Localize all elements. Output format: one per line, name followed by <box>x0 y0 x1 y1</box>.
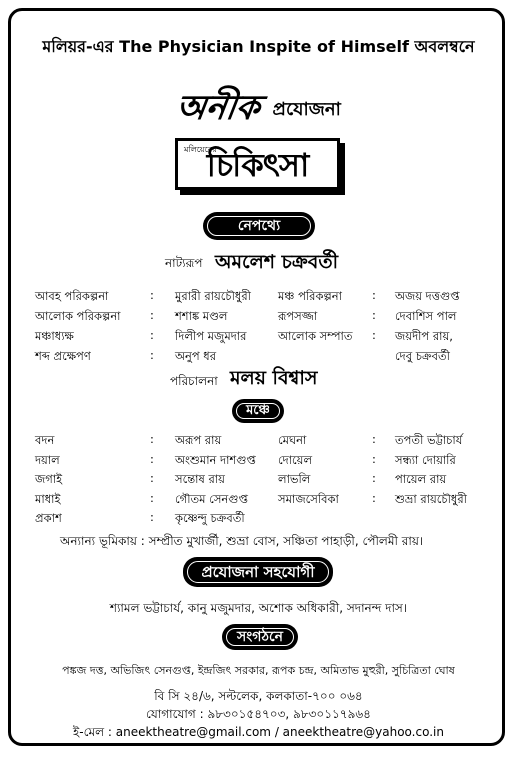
section-organization: সংগঠনে <box>222 624 298 650</box>
cast-right-row-colon: : <box>372 432 376 446</box>
crew-left-row-colon: : <box>150 288 154 302</box>
organization-names: পঙ্কজ দত্ত, অভিজিৎ সেনগুপ্ত, ইন্দ্রজিৎ সরকার, রূপক চন্দ্র, অমিতাভ মুহুরী, সুচিত্রিতা ঘোষ <box>62 664 455 677</box>
co-producer-names: শ্যামল ভট্টাচার্য, কানু মজুমদার, অশোক অধিকারী, সদানন্দ দাস। <box>109 601 408 615</box>
crew-right-row-colon: : <box>372 288 376 302</box>
cast-left-row-colon: : <box>150 510 154 524</box>
email-label: ই-মেল <box>73 725 105 739</box>
section-backstage: নেপথ্যে <box>203 212 315 240</box>
crew-right-row-colon: : <box>372 328 376 342</box>
cast-right-row-colon: : <box>372 490 376 505</box>
title-prefix: মলিয়েরের <box>184 145 217 154</box>
crew-left-row-role: আলোক পরিকল্পনা <box>35 309 121 323</box>
email-value: aneektheatre@gmail.com / aneektheatre@yahoo.co.in <box>115 725 444 739</box>
direction-name: মলয় বিশ্বাস <box>230 367 318 389</box>
cast-left-row-role: দয়াল <box>35 452 60 467</box>
cast-left-row-role: মাধাই <box>35 491 61 506</box>
crew-right-row-name: অজয় দত্তগুপ্ত <box>395 289 460 303</box>
crew-left-row-name: শশাঙ্ক মণ্ডল <box>175 309 228 323</box>
crew-right-row-role: আলোক সম্পাত <box>278 329 353 343</box>
cast-right-row-name: সন্ধ্যা দোয়ারি <box>395 452 456 467</box>
cast-right-row-role: দোয়েল <box>278 452 313 467</box>
crew-left-row-colon: : <box>150 308 154 322</box>
cast-left-row-role: জগাই <box>35 472 63 486</box>
crew-right-row-name: জয়দীপ রায়, <box>395 329 453 343</box>
direction-label: পরিচালনা <box>170 374 218 388</box>
crew-left-row-name: অনুপ ধর <box>175 349 217 363</box>
cast-left-row-name: সন্তোষ রায় <box>175 472 225 486</box>
crew-left-row-role: শব্দ প্রক্ষেপণ <box>35 349 91 363</box>
cast-right-row-name: তপতী ভট্টাচার্য <box>395 433 463 447</box>
crew-right-row-role: রূপসজ্জা <box>278 309 318 323</box>
cast-left-row-role: প্রকাশ <box>35 511 62 525</box>
address: বি সি ২৪/৬, সল্টলেক, কলকাতা-৭০০ ০৬৪ <box>154 689 363 703</box>
crew-left-row-role: আবহ পরিকল্পনা <box>35 289 109 303</box>
other-roles: অন্যান্য ভূমিকায় : সম্প্রীত মুখার্জী, শুভ্রা বোস, সঞ্চিতা পাহাড়ী, পৌলমী রায়। <box>60 534 424 548</box>
cast-right-row-name: পায়েল রায় <box>395 472 447 486</box>
other-roles-label: অন্যান্য ভূমিকায় <box>60 534 137 548</box>
adaptation-name: অমলেশ চক্রবর্তী <box>215 251 339 273</box>
cast-right-row-role: সমাজসেবিকা <box>278 491 339 506</box>
crew-right-row-role: মঞ্চ পরিকল্পনা <box>278 289 342 303</box>
crew-left-row-name: মুরারী রায়চৌধুরী <box>175 289 251 303</box>
contact-label: যোগাযোগ <box>146 707 196 721</box>
cast-left-row-colon: : <box>150 451 154 466</box>
cast-left-row-name: গৌতম সেনগুপ্ত <box>175 491 248 506</box>
crew-right-row-colon: : <box>372 308 376 322</box>
headline: মলিয়র-এর The Physician Inspite of Himself অবলম্বনে <box>42 37 475 56</box>
title-main: চিকিৎসা <box>206 146 309 184</box>
cast-left-row-colon: : <box>150 490 154 505</box>
contact-phones: ৯৮৩০১৫৪৭০৩, ৯৮৩০১১৭৯৬৪ <box>207 707 371 721</box>
cast-left-row-name: কৃষ্ণেন্দু চক্রবর্তী <box>175 511 245 525</box>
crew-left-row-colon: : <box>150 348 154 362</box>
cast-left-row-colon: : <box>150 432 154 446</box>
section-onstage: মঞ্চে <box>232 399 284 423</box>
brand-presents: প্রযোজনা <box>272 99 341 120</box>
adaptation-label: নাট্যরূপ <box>165 256 203 270</box>
crew-left-row-colon: : <box>150 328 154 342</box>
cast-right-row-colon: : <box>372 451 376 466</box>
play-title <box>175 138 340 190</box>
cast-right-row-colon: : <box>372 471 376 485</box>
cast-left-row-role: বদন <box>35 433 55 447</box>
contact: যোগাযোগ : ৯৮৩০১৫৪৭০৩, ৯৮৩০১১৭৯৬৪ <box>146 707 371 721</box>
brand-line <box>0 82 517 139</box>
email: ই-মেল : aneektheatre@gmail.com / aneektheatre@yahoo.co.in <box>73 725 444 739</box>
section-co-producers: প্রযোজনা সহযোগী <box>183 557 333 587</box>
cast-right-row-name: শুভ্রা রায়চৌধুরী <box>395 491 467 506</box>
cast-left-row-name: অংশুমান দাশগুপ্ত <box>175 452 256 467</box>
cast-right-row-role: মেঘনা <box>278 433 307 447</box>
brand-logo: অনীক <box>173 88 263 128</box>
crew-right-row-name: দেবু চক্রবর্তী <box>395 349 450 363</box>
crew-left-row-name: দিলীপ মজুমদার <box>175 329 247 343</box>
cast-left-row-colon: : <box>150 471 154 485</box>
cast-left-row-name: অরূপ রায় <box>175 433 222 447</box>
crew-right-row-name: দেবাশিস পাল <box>395 309 457 323</box>
cast-right-row-role: লাভলি <box>278 472 311 486</box>
other-roles-names: সম্প্রীত মুখার্জী, শুভ্রা বোস, সঞ্চিতা পাহাড়ী, পৌলমী রায়। <box>148 534 424 548</box>
crew-left-row-role: মঞ্চাধ্যক্ষ <box>35 329 74 343</box>
